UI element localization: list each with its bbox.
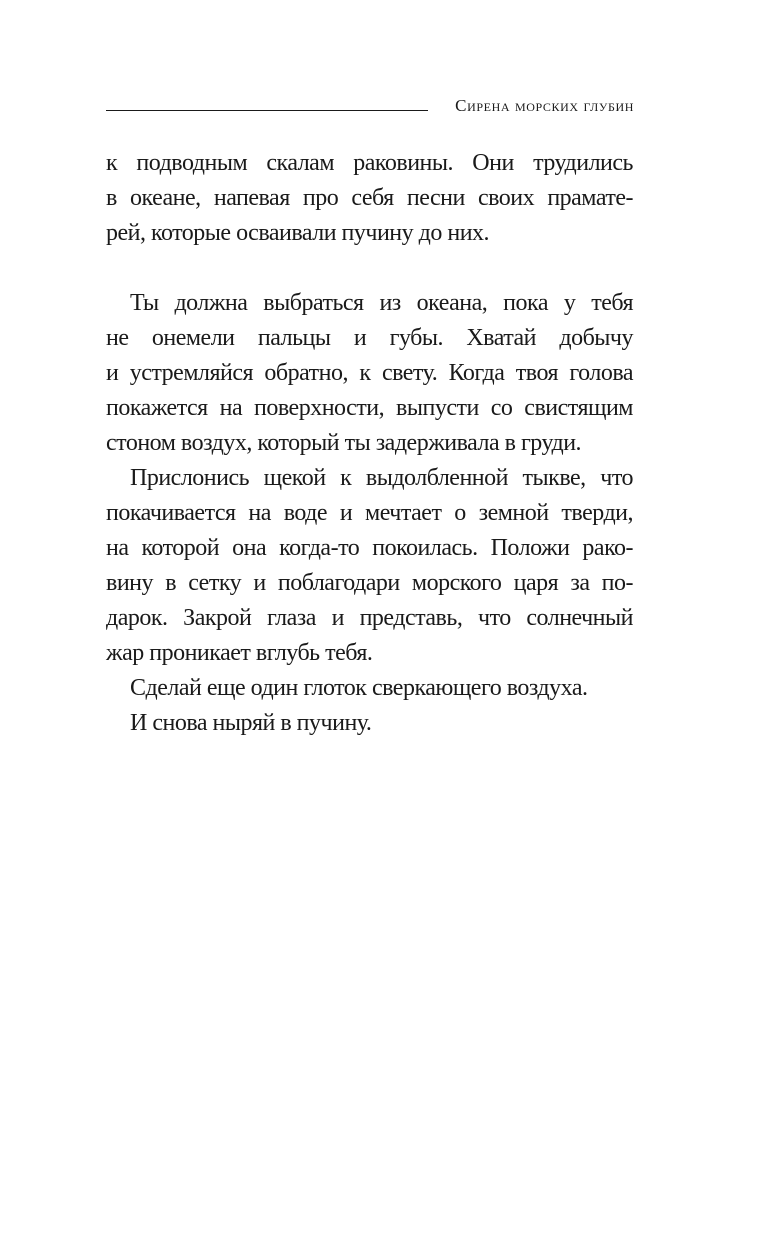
text-line: жар проникает вглубь тебя.	[106, 640, 373, 666]
text-line: не онемели пальцы и губы. Хватай добычу	[106, 325, 633, 351]
text-line: дарок. Закрой глаза и представь, что солнечный	[106, 605, 633, 631]
text-line: покажется на поверхности, выпусти со свистящим	[106, 395, 633, 421]
text-line: в океане, напевая про себя песни своих праматe-	[106, 185, 633, 211]
text-line: к подводным скалам раковины. Они трудились	[106, 150, 633, 176]
paragraph-first-line: Прислонись щекой к выдолбленной тыкве, что	[130, 465, 633, 491]
running-title: Сирена морских глубин	[455, 96, 634, 115]
paragraph-first-line: Сделай еще один глоток сверкающего воздуха.	[130, 675, 588, 701]
paragraph-first-line: Ты должна выбраться из океана, пока у тебя	[130, 290, 633, 316]
paragraph-first-line: И снова ныряй в пучину.	[130, 710, 372, 736]
text-line: стоном воздух, который ты задерживала в груди.	[106, 430, 582, 456]
text-line: на которой она когда-то покоилась. Положи рако-	[106, 535, 633, 561]
header-rule	[106, 110, 428, 111]
text-line: рей, которые осваивали пучину до них.	[106, 220, 490, 246]
text-line: и устремляйся обратно, к свету. Когда твоя голова	[106, 360, 633, 386]
running-head	[106, 96, 634, 116]
text-line: покачивается на воде и мечтает о земной тверди,	[106, 500, 633, 526]
text-line: вину в сетку и поблагодари морского царя за по-	[106, 570, 633, 596]
